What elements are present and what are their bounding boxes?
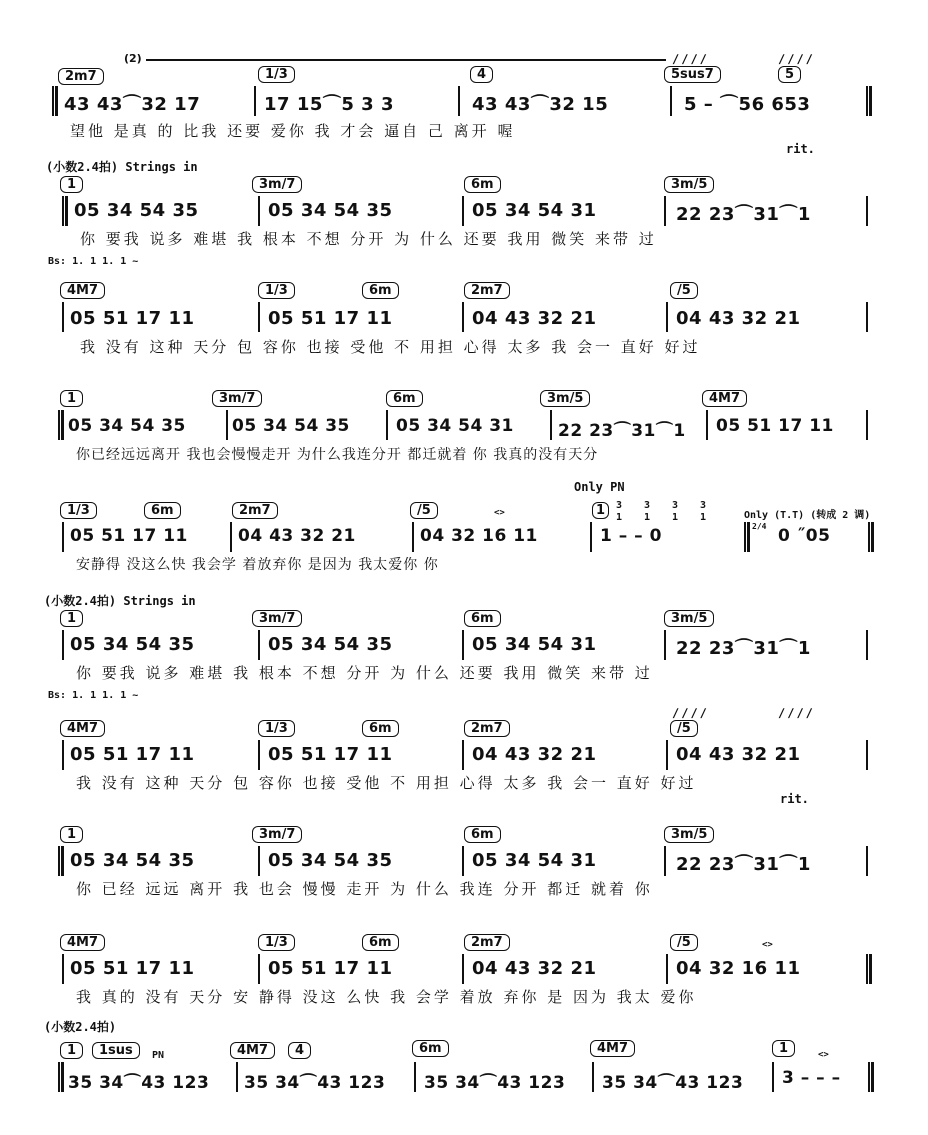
- measure: 05 34 54 35: [68, 416, 186, 436]
- chord-box: 3m/7: [252, 826, 302, 843]
- chord-box: /5: [670, 720, 698, 737]
- measure: 05 34 54 35: [268, 634, 393, 655]
- chord-box: 3m/5: [540, 390, 590, 407]
- chord-box: 1: [60, 826, 83, 843]
- strum-marks: ∕∕∕∕: [778, 52, 815, 66]
- chord-box: 6m: [144, 502, 181, 519]
- chord-box: 5: [778, 66, 801, 83]
- barline: [414, 1062, 416, 1092]
- chord-box: 4M7: [60, 720, 105, 737]
- barline: [254, 86, 256, 116]
- dynamic-mark: <>: [494, 508, 505, 518]
- barline: [666, 954, 668, 984]
- chord-box: 1: [60, 390, 83, 407]
- barline: [258, 954, 260, 984]
- dynamic-mark: <>: [818, 1050, 829, 1060]
- barline: [664, 846, 666, 876]
- barline: [866, 410, 868, 440]
- barline: [236, 1062, 238, 1092]
- measure: 43 43⌒32 15: [472, 94, 609, 115]
- barline: [62, 954, 64, 984]
- lyrics: 我 真的 没有 天分 安 静得 没这 么快 我 会学 着放 弃你 是 因为 我太 爱你: [76, 988, 697, 1006]
- lyrics: 你已经远远离开 我也会慢慢走开 为什么我连分开 都迁就着 你 我真的没有天分: [76, 447, 599, 463]
- measure: 05 34 54 35: [70, 634, 195, 655]
- chord-box: 6m: [464, 176, 501, 193]
- measure: 3 – – –: [782, 1068, 841, 1088]
- double-barline: [52, 86, 58, 116]
- measure: 35 34⌒43 123: [424, 1073, 566, 1093]
- chord-box: 2m7: [58, 68, 104, 85]
- measure: 35 34⌒43 123: [244, 1073, 386, 1093]
- measure: 04 43 32 21: [472, 958, 597, 979]
- measure: 05 51 17 11: [70, 308, 195, 329]
- barline: [666, 302, 668, 332]
- double-barline: [744, 522, 750, 552]
- measure: 17 15⌒5 3 3: [264, 94, 394, 115]
- system-2: [0, 158, 928, 268]
- chord-box: 3m/5: [664, 176, 714, 193]
- chord-box: 6m: [362, 282, 399, 299]
- note-key-change: Only (T.T) (转成 2 调): [744, 510, 871, 521]
- measure: 05 34 54 35: [232, 416, 350, 436]
- chord-box: 1/3: [60, 502, 97, 519]
- measure: 05 34 54 35: [74, 200, 199, 221]
- measure: 05 51 17 11: [70, 958, 195, 979]
- chord-box: 2m7: [464, 934, 510, 951]
- barline: [462, 740, 464, 770]
- system-9: [0, 930, 928, 1020]
- system-5: [0, 478, 928, 578]
- barline: [258, 302, 260, 332]
- measure: 43 43⌒32 17: [64, 94, 201, 115]
- barline: [62, 302, 64, 332]
- measure: 0 ˝05: [778, 526, 831, 546]
- strum-marks: ∕∕∕∕: [672, 706, 709, 720]
- chord-box: 6m: [464, 826, 501, 843]
- barline: [592, 1062, 594, 1092]
- measure: 35 34⌒43 123: [602, 1073, 744, 1093]
- measure: 35 34⌒43 123: [68, 1073, 210, 1093]
- chord-box: 4M7: [702, 390, 747, 407]
- chord-box: 3m/5: [664, 826, 714, 843]
- barline: [706, 410, 708, 440]
- chord-box: 3m/7: [252, 176, 302, 193]
- section-prefix: (小数2.4拍): [44, 1020, 117, 1034]
- chord-box: 1/3: [258, 934, 295, 951]
- measure: 04 32 16 11: [420, 526, 538, 546]
- measure: 04 43 32 21: [472, 308, 597, 329]
- system-1: [0, 64, 928, 154]
- chord-box: 3m/7: [212, 390, 262, 407]
- barline: [462, 302, 464, 332]
- system-10: [0, 1016, 928, 1126]
- measure: 05 51 17 11: [716, 416, 834, 436]
- measure: 22 23⌒31⌒1: [676, 854, 811, 875]
- lyrics: 我 没有 这种 天分 包 容你 也接 受他 不 用担 心得 太多 我 会一 直好 好过: [76, 774, 697, 792]
- double-barline: [866, 954, 872, 984]
- barline: [62, 740, 64, 770]
- barline: [230, 522, 232, 552]
- measure: 04 43 32 21: [472, 744, 597, 765]
- measure: 05 51 17 11: [268, 308, 393, 329]
- note-pn: PN: [152, 1050, 165, 1061]
- chord-box: 4M7: [230, 1042, 275, 1059]
- section-prefix: (小数2.4拍) Strings in: [46, 160, 198, 174]
- barline: [550, 410, 552, 440]
- double-barline: [868, 522, 874, 552]
- lyrics: 你 已经 远远 离开 我 也会 慢慢 走开 为 什么 我连 分开 都迁 就着 你: [76, 880, 653, 898]
- measure: 05 51 17 11: [70, 526, 188, 546]
- barline: [772, 1062, 774, 1092]
- chord-box: 1sus: [92, 1042, 140, 1059]
- chord-voicing: 3333: [616, 500, 729, 511]
- barline: [62, 630, 64, 660]
- barline: [462, 630, 464, 660]
- measure: 05 34 54 31: [472, 634, 597, 655]
- barline: [258, 196, 260, 226]
- double-barline: [58, 846, 64, 876]
- measure: 1 – – 0: [600, 526, 662, 546]
- chord-box: /5: [670, 282, 698, 299]
- barline: [258, 846, 260, 876]
- barline: [62, 522, 64, 552]
- measure: 05 34 54 35: [268, 850, 393, 871]
- measure: 05 34 54 31: [472, 200, 597, 221]
- barline: [458, 86, 460, 116]
- barline: [670, 86, 672, 116]
- bass-note: Bs: 1. 1 1. 1 ~: [48, 690, 139, 701]
- barline: [462, 846, 464, 876]
- note-only-pn: Only PN: [574, 480, 625, 494]
- chord-box: 2m7: [464, 720, 510, 737]
- chord-box: 2m7: [232, 502, 278, 519]
- chord-box: 1: [60, 176, 83, 193]
- measure: 05 34 54 35: [268, 200, 393, 221]
- measure: 22 23⌒31⌒1: [676, 638, 811, 659]
- chord-box: 1: [592, 502, 609, 519]
- measure: 04 43 32 21: [676, 744, 801, 765]
- lyrics: 你 要我 说多 难堪 我 根本 不想 分开 为 什么 还要 我用 微笑 来带 过: [80, 230, 657, 248]
- lyrics: 安静得 没这么快 我会学 着放弃你 是因为 我太爱你 你: [76, 557, 439, 573]
- chord-box: 2m7: [464, 282, 510, 299]
- final-barline: [868, 1062, 874, 1092]
- strum-marks: ∕∕∕∕: [778, 706, 815, 720]
- time-signature: 2/4: [752, 522, 767, 531]
- chord-box: 6m: [412, 1040, 449, 1057]
- barline: [258, 740, 260, 770]
- chord-box: 3m/5: [664, 610, 714, 627]
- barline: [666, 740, 668, 770]
- barline: [226, 410, 228, 440]
- tempo-mark: rit.: [786, 142, 815, 156]
- barline: [866, 846, 868, 876]
- measure: 05 34 54 31: [472, 850, 597, 871]
- chord-box: 1: [60, 1042, 83, 1059]
- chord-box: /5: [670, 934, 698, 951]
- chord-box: /5: [410, 502, 438, 519]
- chord-box: 4M7: [590, 1040, 635, 1057]
- system-8: [0, 822, 928, 912]
- chord-box: 1/3: [258, 282, 295, 299]
- measure: 22 23⌒31⌒1: [558, 421, 686, 441]
- barline: [258, 630, 260, 660]
- lyrics: 我 没有 这种 天分 包 容你 也接 受他 不 用担 心得 太多 我 会一 直好 好过: [80, 338, 701, 356]
- measure: 05 51 17 11: [268, 958, 393, 979]
- chord-box: 5sus7: [664, 66, 721, 83]
- barline: [866, 630, 868, 660]
- barline: [866, 740, 868, 770]
- header-rule: [146, 59, 666, 61]
- bass-note: Bs: 1. 1 1. 1 ~: [48, 256, 139, 267]
- measure: 05 51 17 11: [268, 744, 393, 765]
- system-4: [0, 388, 928, 478]
- system-6: [0, 592, 928, 702]
- barline: [866, 196, 868, 226]
- double-barline: [58, 1062, 64, 1092]
- measure: 5 – ⌒56 653: [684, 94, 811, 115]
- chord-box: 1/3: [258, 66, 295, 83]
- section-mark: (2): [124, 52, 142, 65]
- tempo-mark: rit.: [780, 792, 809, 806]
- barline: [386, 410, 388, 440]
- chord-box: 1: [772, 1040, 795, 1057]
- section-prefix: (小数2.4拍) Strings in: [44, 594, 196, 608]
- measure: 04 43 32 21: [238, 526, 356, 546]
- chord-box: 4: [470, 66, 493, 83]
- barline: [412, 522, 414, 552]
- chord-box: 1/3: [258, 720, 295, 737]
- measure: 22 23⌒31⌒1: [676, 204, 811, 225]
- system-7: [0, 706, 928, 806]
- chord-box: 6m: [464, 610, 501, 627]
- dynamic-mark: <>: [762, 940, 773, 950]
- barline: [664, 196, 666, 226]
- chord-box: 4M7: [60, 934, 105, 951]
- double-barline: [58, 410, 64, 440]
- measure: 05 34 54 35: [70, 850, 195, 871]
- system-3: [0, 280, 928, 370]
- chord-box: 4: [288, 1042, 311, 1059]
- double-barline: [62, 196, 68, 226]
- barline: [462, 196, 464, 226]
- barline: [866, 302, 868, 332]
- barline: [664, 630, 666, 660]
- strum-marks: ∕∕∕∕: [672, 52, 709, 66]
- chord-box: 4M7: [60, 282, 105, 299]
- measure: 05 51 17 11: [70, 744, 195, 765]
- chord-box: 6m: [386, 390, 423, 407]
- chord-box: 6m: [362, 934, 399, 951]
- lyrics: 你 要我 说多 难堪 我 根本 不想 分开 为 什么 还要 我用 微笑 来带 过: [76, 664, 653, 682]
- chord-box: 6m: [362, 720, 399, 737]
- final-barline: [866, 86, 872, 116]
- chord-voicing: 1111: [616, 512, 729, 523]
- chord-box: 1: [60, 610, 83, 627]
- chord-box: 3m/7: [252, 610, 302, 627]
- measure: 04 43 32 21: [676, 308, 801, 329]
- barline: [462, 954, 464, 984]
- measure: 04 32 16 11: [676, 958, 801, 979]
- barline: [590, 522, 592, 552]
- measure: 05 34 54 31: [396, 416, 514, 436]
- lyrics: 望他 是真 的 比我 还要 爱你 我 才会 逼自 己 离开 喔: [70, 122, 516, 140]
